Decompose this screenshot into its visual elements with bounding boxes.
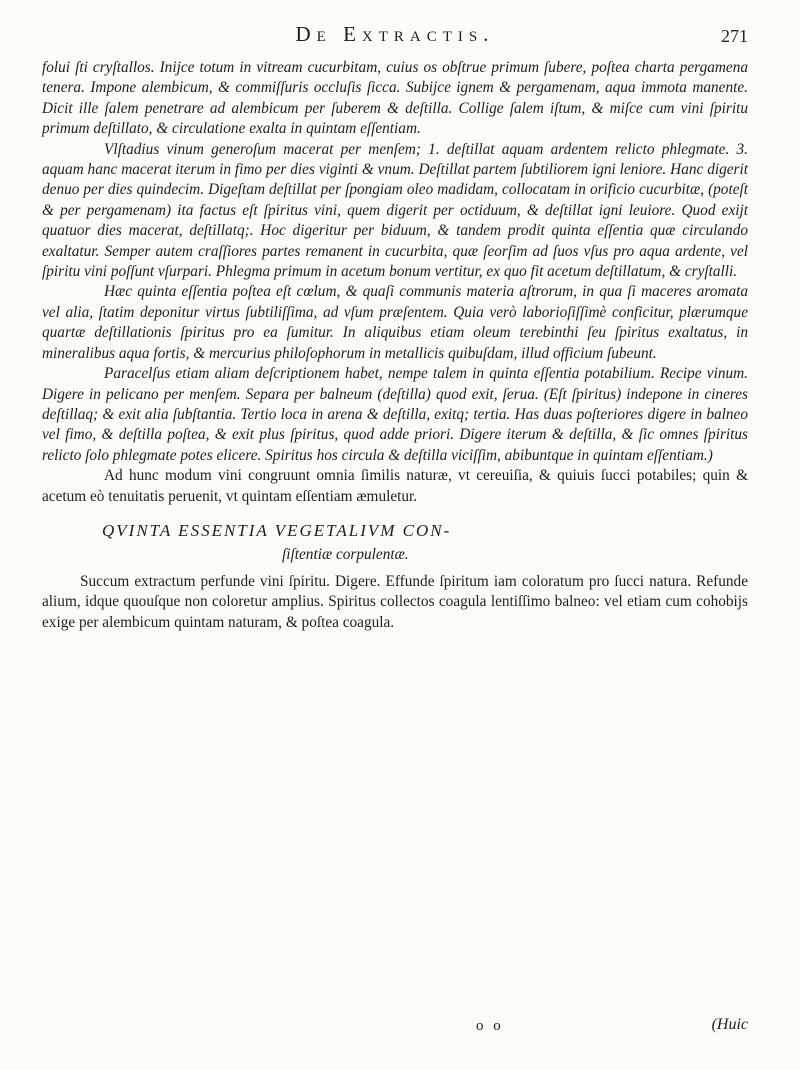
paragraph-2: Vlſtadius vinum generoſum macerat per menſem; 1. deſtillat aquam ardentem relicto phlegmate. 3. aquam hanc macerat iterum in fimo per dies viginti & vnum. Deſtillat partem ſubtiliorem igni leniore. Hanc digerit denuo per dies quindecim. Digeſtam deſtillat per ſpongiam oleo madidam, collocatam in orificio cucurbitæ, (poteſt & per pergamenam) ita factus eſt ſpiritus vini, quem digerit per octiduum, & deſtillat igni leuiore. Quod exijt quatuor dies macerat, deſtillatq;. Hoc digeritur per biduum, & tandem prodit quinta eſſentia quæ circulando exaltatur. Semper autem craſſiores partes remanent in cucurbita, quæ ſeorſim ad ſuos vſus pro aqua ardente, vel ſpiritu vini poſſunt vſurpari. Phlegma primum in acetum bonum vertitur, ex quo fit acetum deſtillatum, & cryſtalli. [42, 140, 748, 281]
paragraph-6: Succum extractum perfunde vini ſpiritu. Digere. Effunde ſpiritum iam coloratum pro ſucci natura. Refunde alium, idque quouſque non coloretur amplius. Spiritus collectos coagula lentiſſimo balneo: vel etiam cum cohobijs exige per alembicum quintam naturam, & poſtea coagula. [42, 572, 748, 631]
section-heading: QVINTA ESSENTIA VEGETALIVM CON- [102, 520, 452, 540]
paragraph-1: folui ſti cryſtallos. Inijce totum in vitream cucurbitam, cuius os obſtrue primum ſubere, poſtea charta pergamena tenera. Impone alembicum, & commiſſuris occluſis ſicca. Subijce ignem & pergamenam, aqua immota manente. Dicit ille ſalem penetrare ad alembicum per ſuberem & deſtilla. Collige ſalem iſtum, & miſce cum vini ſpiritu primum deſtillato, & circulatione exalta in quintam eſſentiam. [42, 59, 748, 138]
signature-mark: o o [476, 1018, 504, 1034]
running-title: De Extractis. [295, 22, 495, 46]
paragraph-3: Hæc quinta eſſentia poſtea eſt cœlum, & quaſi communis materia aſtrorum, in qua ſi maceres aromata vel alia, ſtatim deponitur virtus ſubtiliſſima, ad vſum præſentem. Quia verò laborioſiſſimè conficitur, plærumque quartæ deſtillationis ſpiritus pro ea ſumitur. In aliquibus etiam oleum terebinthi ſeu ſpiritus exaltatus, in mineralibus aqua fortis, & mercurius philoſophorum in metallicis quibuſdam, illud officium ſubeunt. [42, 283, 748, 362]
catchword: (Huic [711, 1016, 748, 1033]
main-text [42, 58, 748, 633]
paragraph-4: Paracelſus etiam aliam deſcriptionem habet, nempe talem in quinta eſſentia potabilium. Recipe vinum. Digere in pelicano per menſem. Separa per balneum (deſtilla) quod exit, ſerua. (Eſt ſpiritus) indepone in cineres deſtillaq; & exit alia ſubſtantia. Tertio loca in arena & deſtilla, exitq; tertia. Has duas poſteriores digere in balneo vel fimo, & deſtilla poſtea, & exit plus ſpiritus, quod adde priori. Digere iterum & deſtilla, & ſic omnes ſpiritus relicto ſolo phlegmate potes elicere. Spiritus hos circula & deſtilla viciſſim, abibuntque in quintam eſſentiam.) [42, 365, 748, 464]
page-number: 271 [721, 26, 748, 46]
section-subheading: ſiſtentiæ corpulentæ. [282, 546, 409, 564]
running-head [42, 22, 748, 52]
paragraph-5: Ad hunc modum vini congruunt omnia ſimilis naturæ, vt cereuiſia, & quiuis ſucci potabiles; quin & acetum eò tenuitatis peruenit, vt quintam eſſentiam æmuletur. [42, 467, 748, 505]
